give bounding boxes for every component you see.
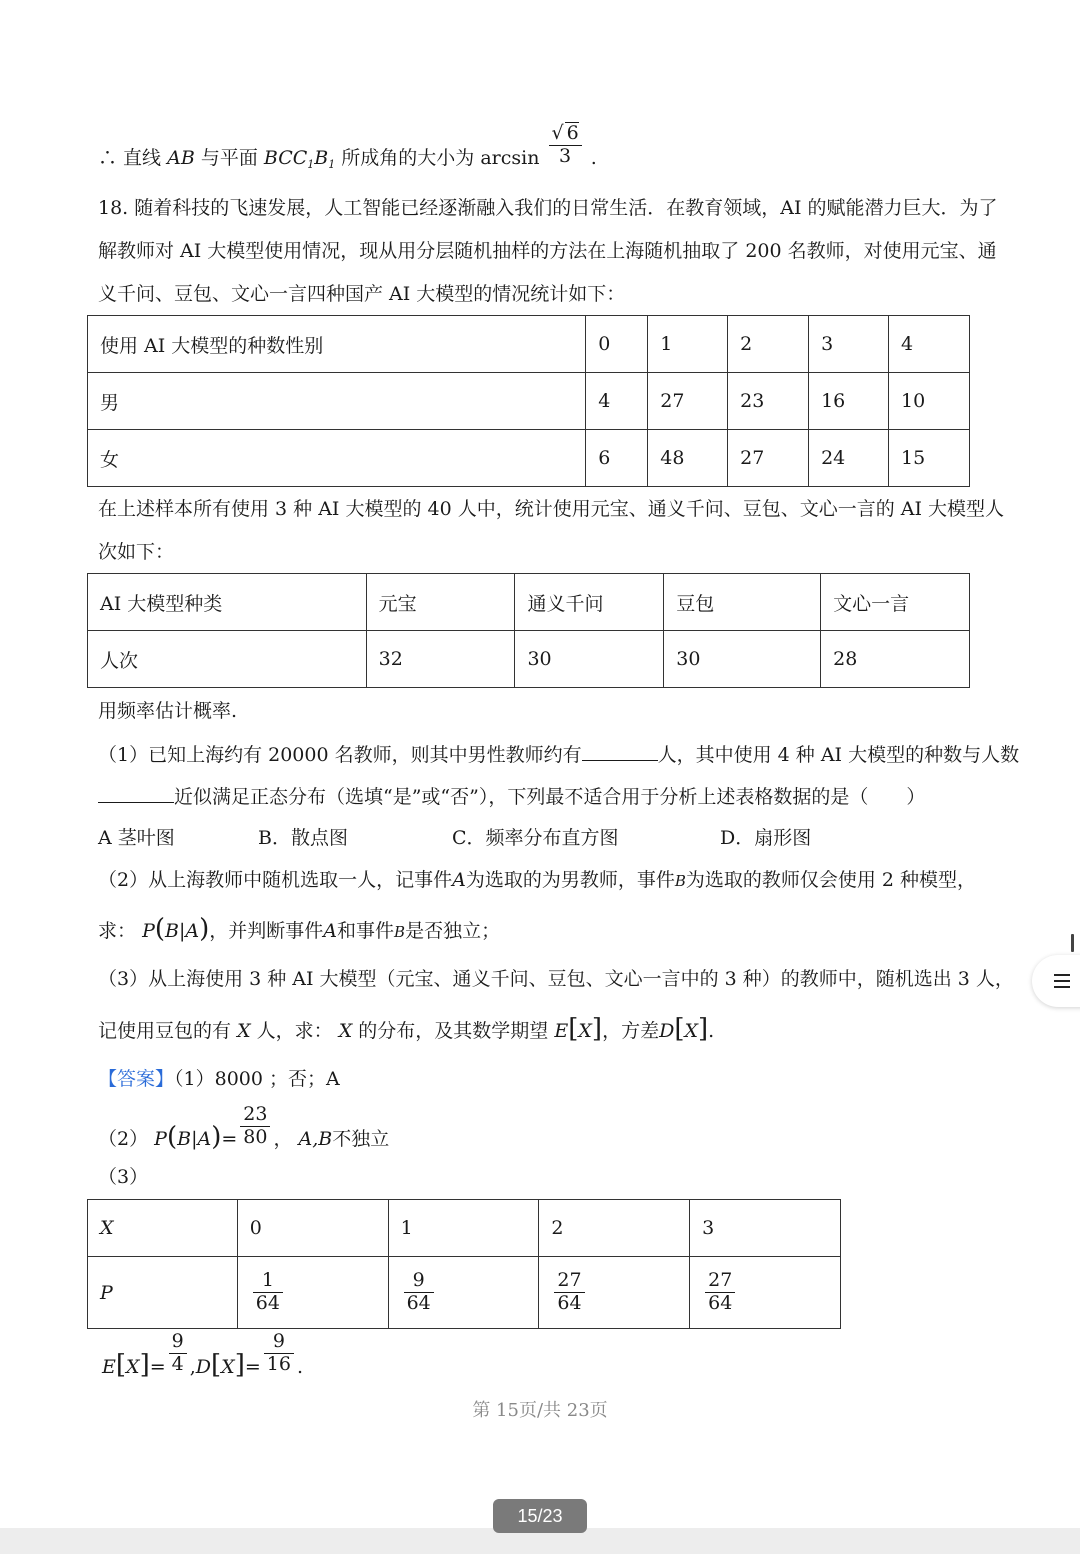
table-cell: 0 [586, 316, 648, 373]
table-cell: 3 [809, 316, 889, 373]
table-cell: 48 [648, 430, 728, 487]
q18-intro-line-1: 18. 随着科技的飞速发展，人工智能已经逐渐融入我们的日常生活．在教育领域，AI 的赋能潜力巨大．为了 [98, 197, 998, 219]
fill-blank [582, 744, 658, 761]
table-header-row [88, 316, 970, 373]
table-cell: 30 [515, 631, 664, 688]
q18-intro-line-3: 义千问、豆包、文心一言四种国产 AI 大模型的情况统计如下： [98, 283, 626, 305]
table-cell: 2 [539, 1200, 690, 1257]
fill-blank [98, 786, 174, 803]
table-cell: 30 [664, 631, 821, 688]
table-cell: P [88, 1257, 238, 1329]
part1-line-2: 近似满足正态分布（选填“是”或“否”），下列最不适合用于分析上述表格数据的是（ ） [98, 786, 925, 807]
part3-line-2: 记使用豆包的有 X 人，求： X 的分布，及其数学期望 E[X]，方差D[X]. [98, 1014, 715, 1044]
table-cell: 10 [889, 373, 970, 430]
option-a: A 茎叶图 [98, 827, 175, 849]
table-cell: 文心一言 [821, 574, 970, 631]
table-cell: $\frac{9}{64}$ [388, 1257, 539, 1329]
arcsin-fraction: $\frac{√ 6}{3}$ [549, 122, 582, 168]
q18-mid-line-1: 在上述样本所有使用 3 种 AI 大模型的 40 人中，统计使用元宝、通义千问、豆包、文心一言的 AI 大模型人 [98, 498, 1005, 520]
table-cell: 4 [889, 316, 970, 373]
table-cell: X [88, 1200, 238, 1257]
table-header-row [88, 574, 970, 631]
answer-fraction: $\frac{23}{80}$ [240, 1104, 270, 1149]
table-row [88, 373, 970, 430]
table-row [88, 430, 970, 487]
table-cell: 1 [388, 1200, 539, 1257]
table-cell: 16 [809, 373, 889, 430]
table-cell: 32 [366, 631, 515, 688]
expectation-variance: E[X]= $\frac{9}{4}$ ,D[X]= $\frac{9}{16}$ . [102, 1330, 304, 1381]
table-row [88, 1257, 841, 1329]
option-b: B．散点图 [258, 827, 348, 849]
table-cell: AI 大模型种类 [88, 574, 367, 631]
table-cell: $\frac{27}{64}$ [539, 1257, 690, 1329]
answer-part2: （2） P(B|A)= $\frac{23}{80}$ ， A,B不独立 [98, 1103, 390, 1153]
table-cell: 人次 [88, 631, 367, 688]
page-indicator[interactable]: 15/23 [493, 1499, 587, 1533]
table-cell: 27 [648, 373, 728, 430]
table-cell: 2 [728, 316, 809, 373]
table-cell: 15 [889, 430, 970, 487]
table-cell: 男 [88, 373, 586, 430]
table-header-row [88, 1200, 841, 1257]
table-cell: 28 [821, 631, 970, 688]
table-cell: $\frac{1}{64}$ [237, 1257, 388, 1329]
hamburger-menu-icon[interactable] [1032, 955, 1080, 1007]
table-cell: 24 [809, 430, 889, 487]
table-cell: 女 [88, 430, 586, 487]
answer-tag: 【答案】 [98, 1068, 175, 1090]
table-cell: 元宝 [366, 574, 515, 631]
q17-conclusion: ∴ 直线 AB 与平面 $BCC_1B_1$ 所成角的大小为 arcsin $\frac{√ 6}{3}$ . [98, 122, 597, 171]
part2-line-2: 求： P(B|A)，并判断事件A和事件B是否独立； [98, 914, 501, 944]
table-cell: 4 [586, 373, 648, 430]
table-cell: 3 [690, 1200, 841, 1257]
model-usage-table [87, 573, 970, 688]
part2-line-1: （2）从上海教师中随机选取一人，记事件A为选取的为男教师，事件B为选取的教师仅会使用 2 种模型， [98, 869, 977, 891]
page-footer: 第 15页/共 23页 [472, 1400, 608, 1421]
q18-mid-line-2: 次如下： [98, 541, 175, 563]
distribution-table [87, 1199, 841, 1329]
table-cell: 1 [648, 316, 728, 373]
table-cell: 豆包 [664, 574, 821, 631]
freq-note: 用频率估计概率. [98, 700, 238, 722]
scrollbar-thumb[interactable] [1071, 934, 1074, 952]
table-row [88, 631, 970, 688]
table-cell: $\frac{27}{64}$ [690, 1257, 841, 1329]
table-cell: 27 [728, 430, 809, 487]
part3-line-1: （3）从上海使用 3 种 AI 大模型（元宝、通义千问、豆包、文心一言中的 3 种）的教师中，随机选出 3 人， [98, 968, 1014, 990]
answer-part1: 【答案】（1）8000 ；否；A [98, 1068, 340, 1090]
usage-count-table [87, 315, 970, 487]
option-c: C．频率分布直方图 [452, 827, 619, 849]
part1-line-1: （1）已知上海约有 20000 名教师，则其中男性教师约有 人，其中使用 4 种 AI 大模型的种数与人数 [98, 744, 1020, 766]
answer-part3-label: （3） [98, 1166, 149, 1188]
table-cell: 使用 AI 大模型的种数性别 [88, 316, 586, 373]
table-cell: 23 [728, 373, 809, 430]
q18-intro-line-2: 解教师对 AI 大模型使用情况，现从用分层随机抽样的方法在上海随机抽取了 200 名教师，对使用元宝、通 [98, 240, 997, 262]
table-cell: 通义千问 [515, 574, 664, 631]
table-cell: 0 [237, 1200, 388, 1257]
option-d: D．扇形图 [720, 827, 812, 849]
table-cell: 6 [586, 430, 648, 487]
